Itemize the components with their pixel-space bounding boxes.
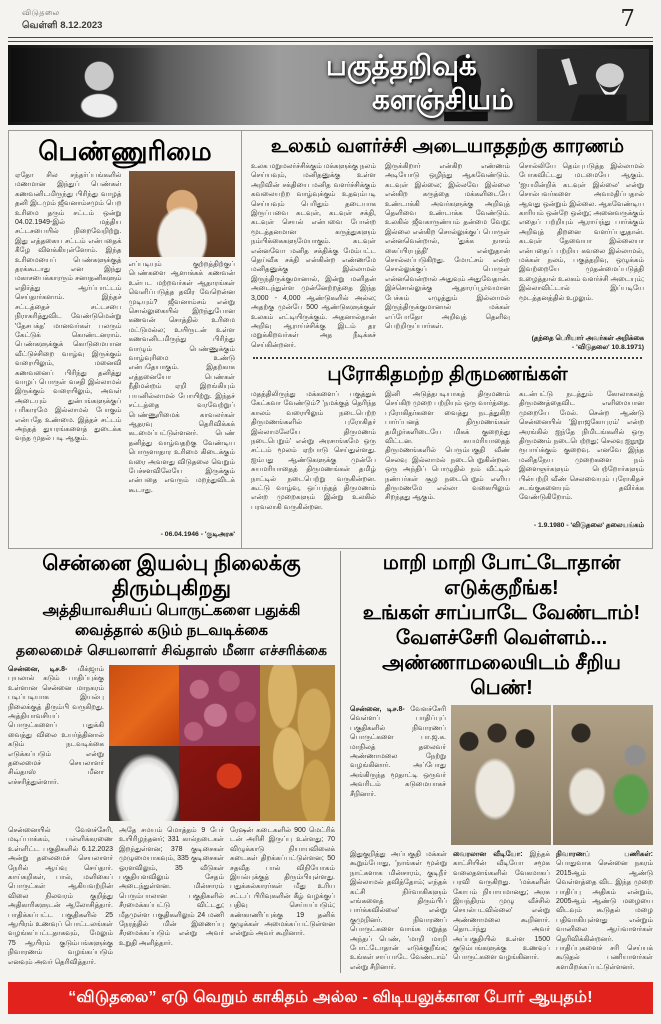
article-women-credit: - 06.04.1946 - 'குடிஅரசு' bbox=[160, 531, 235, 538]
right-upper-column bbox=[243, 131, 652, 548]
article-annamalai bbox=[350, 551, 653, 973]
article-marriage-col3 bbox=[519, 390, 644, 530]
article-annamalai-lead bbox=[350, 705, 446, 845]
article-world-col3-text: சொல்லியே தெம்புபடுத்த இல்லாமல் போகவிட்டது மடமையே ஆகும். 'ஐயமின்றிக் கடவுள் இல்லை' என்று சொல்பவர்களை அவமதிப்பதால் ஆவது ஒன்றும் இல்லை. ஆகவேண்டிய காரியம் ஒன்றே ஒன்று; அனைவருக்கும் எதைப் பற்றியும் ஆராய்ந்து பார்க்கும் அறிவுத் திறனை வளர்ப்பதுதான். கடவுள் தேவையா இல்லையா என்பதைப் பற்றிய கவலை இல்லாமல், மக்கள் நலம், பகுத்தறிவு, ஒழுக்கம் இவற்றையே முதன்மைப்படுத்தி உழைத்தால் உலகம் வளர்ச்சி அடையும்; இல்லாவிட்டால் இப்படியே மூடத்தனத்தில் உழலும். bbox=[519, 163, 644, 302]
article-women-body bbox=[15, 171, 235, 539]
article-women-col2 bbox=[129, 171, 236, 539]
potatoes-photo bbox=[260, 665, 335, 821]
article-chennai-headline1: சென்னை இயல்பு நிலைக்கு திரும்புகிறது bbox=[42, 552, 301, 600]
article-women-title: பெண்ணுரிமை bbox=[38, 136, 212, 166]
article-women-col2-text bbox=[129, 260, 236, 530]
periyar-pointing-image bbox=[537, 49, 649, 121]
section-bottom-articles bbox=[8, 551, 653, 973]
article-annamalai-dateline: சென்னை, டிச.8- bbox=[350, 706, 405, 713]
article-annamalai-headline2: உங்கள் சாப்பாடே வேண்டாம்! bbox=[362, 602, 641, 624]
article-world-credit-1: (தந்தை பெரியார் அவர்கள் அறிக்கை bbox=[531, 335, 644, 342]
article-chennai-lead bbox=[8, 665, 104, 821]
sugar-bowl-photo bbox=[109, 746, 179, 821]
article-chennai-lead-text: மிக்ஜாம் புயலால் கடும் பாதிப்புக்கு உள்ளான சென்னை மாநகரம் படிப்படியாக இயல்பு நிலைக்குத் திரும்பி வருகிறது. அத்தியாவசியப் பொருட்களைப் பதுக்கி வைத்து விலை உயர்த்தினால் கடும் நடவடிக்கை எடுக்கப்படும் என்று தலைமைச் செயலாளர் சிவ்தாஸ் மீனா எச்சரித்துள்ளார். bbox=[8, 666, 104, 786]
page-number: 7 bbox=[620, 6, 635, 32]
article-annamalai-headline1: மாறி மாறி போட்டோதான் எடுக்குறீங்க! bbox=[382, 552, 621, 599]
article-women-col2-body: ஜீவனாம்சம் என்று சொல்லுகையில் இறந்துபோன கணவன் சொத்தில் உரிமை மட்டுமல்ல; உயிருடன் உள்ள கணவனிடமிருந்து பிரிந்து வாழும் பெண்ணுக்கும் வாழ்வுரிமை உண்டு என்பதேயாகும். இதற்காக எத்தனையோ பெண்கள் நீதிமன்றம் ஏறி இறங்கியும் பயனில்லாமல் போயிற்று. இந்தச் சட்டத்தை வரவேற்றுப் பெண்ணுரிமைக் காவலர்கள் ஆதரவு தெரிவிக்கக் கடமைப்பட்டுள்ளனர். பெண் தனித்து வாழ்வதற்கு வேண்டிய பொருளாதார உரிமை கிடைக்கும் வரை அவளது விடுதலை வெறும் பேச்சளவிலேயே இருக்கும் என்பதை எவரும் மறந்துவிடக் கூடாது. bbox=[128, 298, 235, 494]
article-annamalai-headline4: அண்ணாமலையிடம் சீறிய பெண்! bbox=[382, 652, 621, 699]
article-world-col2: இருக்கிறார் என்கிற எண்ணம் அடியோடு ஒழிந்து ஆகவேண்டும். கடவுள் இல்லை; இல்லவே இல்லை என்கிற கருத்தை மக்களிடையே உண்டாக்கி அவர்களுக்கு அறிவுத் தெளிவை உண்டாக்க வேண்டும். உலகில் ஜீவகாருண்யம் தன்மை வேறு; இல்லை என்கிற சொல்லுக்குப் பொருள் என்னவென்றால், 'துக்க நாசம் கைப்பிரபுத்தி' என்றுதான் சொல்லப்படுகிறது. மோட்சம் என்ற சொல்லுக்குப் பொருள் என்னவென்றால் அதுவும் அதுவேதான். இச்சொல்லுக்கு ஆதாரப்பூர்வமான பேச்சும் எழுத்தும் இல்லாமல் இருந்திருக்குமானால் மக்கள் எப்போதோ அறிவுத் தெளிவு பெற்றிருப்பார்கள். bbox=[385, 163, 510, 330]
crowd-photo-left-frame bbox=[451, 705, 551, 845]
annamalai-crowd-photo bbox=[451, 705, 653, 845]
crowd-photo-right-frame bbox=[553, 705, 653, 845]
article-marriage-col3-text: கடன்பட்டு நடத்தும் கோலாகலத் திருமணத்தைவிட எளிமையான முறையே மேல். சென்ற ஆண்டு சென்னையில் 'இராஜகோபுரம்' என்ற அரங்கில் ஐந்தே நிமிடங்களில் ஒரு திருமணம் நடைபெற்றது; செலவு ஐநூறு ரூபாய்க்கும் குறைவு. எனவே இந்த மனிதநேய முறைகளை நம் இளைஞர்களும் பெற்றோர்களும் பின்பற்றி வீண் செலவையும் புரோகிதச் சடங்குகளையும் தவிர்க்க வேண்டுகிறோம். bbox=[519, 391, 644, 502]
masthead-title-line1: பகுத்தறிவுக் bbox=[326, 50, 477, 81]
article-marriage-title: புரோகிதமற்ற திருமணங்கள் bbox=[327, 364, 568, 385]
article-chennai-col1: சென்னையில் வேளச்சேரி, மடிப்பாக்கம், பள்ளிக்கரணை உள்ளிட்ட பகுதிகளில் 6.12.2023 அன்று தலைமைச் செயலாளர் நேரில் ஆய்வு செய்தார். காய்கறிகள், பால், மளிகைப் பொருட்கள் ஆகியவற்றின் விலை நிலவரம் குறித்து அதிகாரிகளுடன் ஆலோசித்தார். பாதிக்கப்பட்ட பகுதிகளில் 25 ஆயிரம் உணவுப் பொட்டலங்கள் வழங்கப்பட்டதாகவும், மேலும் 75 ஆயிரம் குடும்பங்களுக்கு நிவாரணம் வழங்கப்படும் எனவும் அவர் தெரிவித்தார். bbox=[8, 827, 113, 966]
article-marriage-col1: மதத்திலிருந்து மக்களைப் பகுத்துக் கேட்கவா வேண்டும்? 'நமக்குத் தெரிந்த காலம் வரையிலும் நடைபெற்ற திருமணங்களில் புரோகிதர் இல்லாமலேயே திருமணம் நடைபெறும்' என்று அரசாங்கமே ஒரு சட்டம் மூலம் ஏற்பாடு செய்துள்ளது. ஐம்பது ஆண்டுகளுக்கு முன்பே சுயமரியாதைத் திருமணங்கள் தமிழ் நாட்டில் நடைபெற்று வருகின்றன. கூட்டு வாழ்வு, ஒப்பந்தத் திருமணம் என்ற முறைகளும் இன்று உலகில் பரவலாகி வருகின்றன. bbox=[251, 391, 376, 511]
article-chennai bbox=[8, 551, 341, 973]
date-line: வெள்ளி 8.12.2023 bbox=[22, 20, 103, 31]
article-women-rights bbox=[9, 131, 242, 548]
chili-powder-photo bbox=[109, 665, 179, 746]
article-world-credit-2: - 'விடுதலை' 10.8.1971) bbox=[571, 344, 644, 351]
header-rule bbox=[8, 37, 653, 42]
article-world-title: உலகம் வளர்ச்சி அடையாததற்கு காரணம் bbox=[270, 136, 625, 157]
dotted-divider bbox=[253, 357, 642, 359]
article-women-caption: எப்படியும் குற்றத்திற்குப் பெண்களை ஆளாக்கக் கணவன் உள்பட மற்றவர்கள் ஆதாரங்கள் வெளிப்படுத்த தவிர வேறென்ன முடியும்? bbox=[128, 261, 235, 306]
article-women-col1: ஏதோ சில சந்தர்ப்பங்களில் மணமான இந்துப் பெண்கள் கணவனிடமிருந்து பிரிந்து வாழத் தனி இடமும் ஜீவனாம்சமும் பெற உரிமை தரும் சட்டம் ஒன்று 04.02.1949-இல் மத்திய சட்டசபையில் நிறைவேறிற்று. இது எத்தகைய சட்டம் என்பதைக் கீழே விளக்கியுள்ளோம். இந்த உரிமையைப் பெண்களுக்குத் தரக்கூடாது என இந்து மகாசபைக்காரரும் சனாதனிகளும் எதிர்த்து ஆர்ப்பாட்டம் செய்தார்களாம். இந்தச் சட்டத்தைச் சட்டசபை நிராகரித்துவிட வேண்டுமென்று 'தேசபக்த' மானவர்கள் பலரும் கேட்டுக் கொண்டனராம். பெண்களுக்குக் கொடுமையான வீட்டுச்சிறை வாழ்வு இருக்கும் வரையிலும், மனைவி கணவனைப் பிரிந்து தனித்து வாழப் பொருள் வசதி இல்லாமல் இருக்கும் வரையிலும், அவள் அடையும் துன்பங்களுக்குப் பரிகாரமே இல்லாமல் போகும் என்பதே உண்மை. இத்தச் சட்டம் அந்தத் துயரங்களைத் துடைக்க வந்த முதல் படி ஆகும். bbox=[15, 172, 122, 443]
article-world-body bbox=[251, 162, 644, 352]
onions-photo bbox=[179, 665, 260, 746]
section-masthead bbox=[8, 45, 653, 125]
article-annamalai-col3-subhead: நிவாரணப் பணிகள்: bbox=[556, 851, 653, 858]
commodities-photo-collage bbox=[109, 665, 335, 821]
article-world-col3 bbox=[519, 162, 644, 352]
paper-name: விடுதலை bbox=[22, 8, 60, 17]
article-chennai-lead-row bbox=[8, 665, 335, 821]
article-chennai-dateline: சென்னை, டிச.8- bbox=[8, 666, 68, 673]
article-marriage-col2: இனி அடுத்தபடியாகத் திருமணம் செய்கிற முறை பற்றியும் ஒரு வார்த்தை. புரோகிதர்களை வைத்து நடத்துகிற பார்ப்பனத் திருமணங்கள் தமிழர்களிடையே மிகக் குறைந்து விட்டன. சுயமரியாதைத் திருமணங்களில் பெரும்பகுதி வீண் செலவு இல்லாமல் நடைபெறுகின்றன. ஒரு அந்திப் பொழுதில் நம் வீட்டில் நண்பர்கள் சூழ நடைபெறும் எளிய திருமணமே எல்லா வகையிலும் சிறந்தது ஆகும். bbox=[385, 391, 510, 502]
periyar-photo bbox=[129, 171, 236, 257]
masthead-title-line2: களஞ்சியம் bbox=[372, 84, 514, 115]
article-annamalai-col2-subhead: வைரலான வீடியோ: bbox=[453, 851, 523, 858]
article-annamalai-lead-text: வேளச்சேரி வெள்ளப் பாதிப்புப் பகுதிகளில் நிவாரணப் பொருட்களை பா.ஜ.க. மாநிலத் தலைவர் அண்ணாமலை நேற்று வழங்கினார். அப்போது அங்கிருந்த மூதாட்டி ஒருவர் அவரிடம் கடுமையாகச் சீறினார். bbox=[350, 706, 446, 798]
article-annamalai-col3-text: பொதுவாக சென்னை நகரம் 2015ஆம் ஆண்டு வெள்ளத்தை விட இந்த முறை பாதிப்பு அதிகம் என்றும், 2005ஆம் ஆண்டு மழையை விடவும் கூடுதல் மழை பதிவாகியுள்ளது என்றும் வானிலை ஆய்வாளர்கள் தெரிவிக்கின்றனர். பாதிப்புகளைச் சரி செய்யக் கூடுதல் பணியாளர்கள் களமிறக்கப்பட்டுள்ளனர். bbox=[556, 860, 653, 971]
article-chennai-col3: ரேஷன் கடைகளில் 900 மெட்ரிக் டன் அரிசி இருப்பு உள்ளது; 70 விழுக்காடு நியாயவிலைக் கடைகள் திறக்கப்பட்டுள்ளன; 50 சதவீத பால் விநியோகம் இயல்புக்குத் திரும்பியுள்ளது. பதுக்கல்காரர்கள் மீது உரிய சட்டப் பிரிவுகளின் கீழ் வழக்குப் பதிவு செய்யப்படும்; கண்காணிப்புக்கு 19 தனிக் குழுக்கள் அமைக்கப்பட்டுள்ளன என்றும் அவர் கூறினார். bbox=[230, 827, 335, 938]
article-chennai-headline3: தலைமைச் செயலாளர் சிவ்தாஸ் மீனா எச்சரிக்கை bbox=[16, 643, 327, 659]
masthead-title bbox=[326, 49, 514, 117]
darwin-portrait-image bbox=[11, 48, 163, 122]
article-chennai-headline2: அத்தியாவசியப் பொருட்களை பதுக்கி வைத்தால் கடும் நடவடிக்கை bbox=[42, 602, 301, 639]
red-chillies-photo bbox=[179, 746, 260, 821]
article-annamalai-lead-row bbox=[350, 705, 653, 845]
article-annamalai-col2-text: இந்தக் காட்சியின் வீடியோ சமூக வலைதளங்களில் வேகமாகப் பரவி வருகிறது. 'மக்களின் கோபம் நியாயமானது; அரசு இயந்திரம் முழு வீச்சில் செயல்படவில்லை' என்று அண்ணாமலை கூறினார். தொடர்ந்து அவர் அப்பகுதியில் உள்ள 1500 குடும்பங்களுக்கு உணவுப் பொருட்களை வழங்கினார். bbox=[453, 851, 550, 962]
article-annamalai-headline3: வேளச்சேரி வெள்ளம்... bbox=[395, 627, 608, 649]
footer-slogan-banner bbox=[8, 982, 653, 1014]
page-header bbox=[22, 8, 639, 36]
article-annamalai-col1: இதுகுறித்து அப்பகுதி மக்கள் கூறும்போது, 'நாங்கள் மூன்று நாட்களாக மின்சாரம், குடிநீர் இல்லாமல் தவித்தோம்; எந்தக் கட்சி நிர்வாகிகளும் எங்களைத் திரும்பிப் பார்க்கவில்லை' என்று குமுறினர். நிவாரணப் பொருட்களை வாங்க மறுத்த அந்தப் பெண், 'மாறி மாறி போட்டோதான் எடுக்குறீங்க; உங்கள் சாப்பாடே வேண்டாம்' என்று சீறினார். bbox=[350, 851, 447, 971]
article-marriage-credit: - 1.9.1980 - 'விடுதலை' தலையங்கம் bbox=[533, 522, 644, 529]
article-world-col1: உலக மறுமலர்ச்சிக்கும் மக்களுக்கு நலம் செய்யவும், மனிதனுக்கு உள்ள அறிவின் சக்தியை மனித வளர்ச்சிக்கும் கவலையற்ற வாழ்வுக்கும் உதவும்படி செய்யவும் பெரிதும் தடையாக இருப்பவை கடவுள், கடவுள் சக்தி, கடவுள் செயல் என்பவை போன்ற மூடத்தனமான கருத்துகளும் நம்பிக்கைகளுமேயாகும். கடவுள் என்னவோ மனித சக்திக்கு மேம்பட்ட தெய்வீக சக்தி என்கின்ற எண்ணமே மனிதனுக்கு இல்லாமல் இருந்திருக்குமானால், இன்று மனிதன் அடைந்துள்ள முன்னேற்றத்தை இந்த 3,000 - 4,000 ஆண்டுகளில் அல்ல; அதற்கு முன்பே 500 ஆண்டுகளுக்குள் உலகம் எட்டியிருக்கும். அதனால்தான் அறிவு ஆராய்ச்சிக்கு இடம் தர மறுக்கிறவர்கள் அத நீடிக்கச் செய்கின்றனர். bbox=[251, 163, 376, 349]
footer-slogan-text: “விடுதலை” ஏடு வெறும் காகிதம் அல்ல - விடியலுக்கான போர் ஆயுதம்! bbox=[68, 989, 593, 1006]
article-marriage-body bbox=[251, 390, 644, 530]
section-upper-articles bbox=[8, 130, 653, 549]
article-chennai-col2: அதே சமயம் மொத்தம் 9 பேர் உயிரிழந்தனர்; 331 கால்நடைகள் இறந்துள்ளன; 378 குடிசைகள் முழுமையாகவும், 335 குடிசைகள் ஓரளவிலும், 35 வீடுகள் பகுதியளவிலும் சேதம் அடைந்துள்ளன. மின்சாரம் பெரும்பாலான பகுதிகளில் சீரமைக்கப்பட்டு விட்டது; மீதமுள்ள பகுதிகளிலும் 24 மணி நேரத்தில் மின் இணைப்பு சீரமைக்கப்படும் என்று அவர் உறுதி அளித்தார். bbox=[119, 827, 224, 947]
